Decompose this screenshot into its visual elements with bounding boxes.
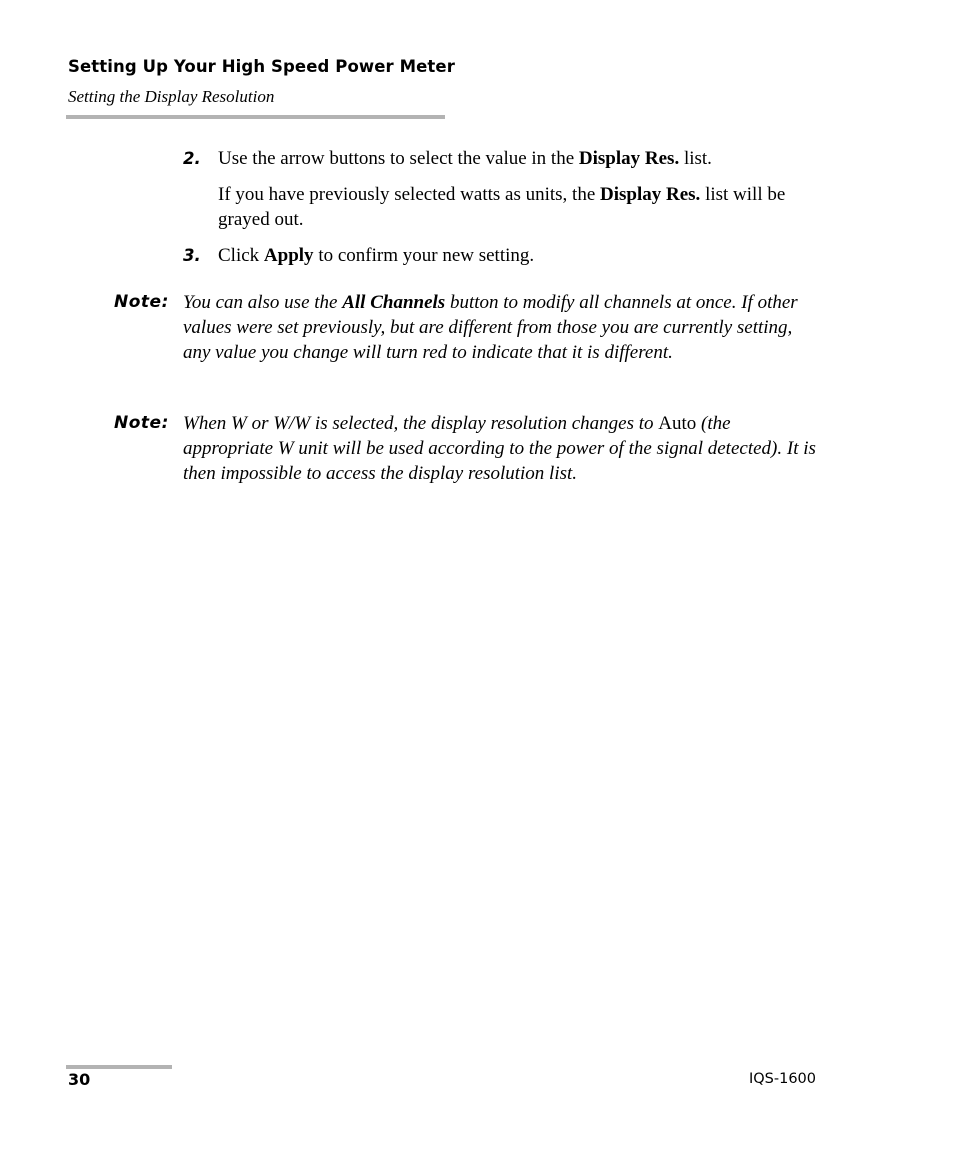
note-text	[183, 411, 823, 486]
step-2-detail-paragraph	[218, 182, 823, 232]
step-text	[218, 146, 818, 171]
para-text-part: If you have previously selected watts as units, the	[218, 184, 601, 205]
note-text	[183, 290, 823, 365]
product-name: IQS-1600	[748, 1071, 816, 1087]
page-header-subtitle: Setting the Display Resolution	[68, 87, 275, 106]
step-number: 2.	[183, 149, 201, 168]
note-text-part: When W or W/W is selected, the display resolution changes to	[183, 413, 659, 434]
step-number: 3.	[183, 246, 201, 265]
note-text-part: button to modify all channels at once. If other values were set previously, but are different from those you are currently setting, any value you change will turn red to indicate that it is different.	[183, 292, 798, 363]
step-text-part: list.	[679, 148, 712, 169]
step-text-part: to confirm your new setting.	[313, 245, 535, 266]
step-text-part: Use the arrow buttons to select the value in the	[218, 148, 579, 169]
ui-term-apply: Apply	[263, 245, 314, 266]
page-header-title: Setting Up Your High Speed Power Meter	[68, 57, 455, 76]
page-number: 30	[68, 1070, 91, 1089]
ui-term-auto: Auto	[658, 413, 697, 434]
note-label: Note:	[114, 413, 169, 433]
para-text-part: list will be grayed out.	[218, 184, 786, 230]
ui-term-all-channels: All Channels	[342, 292, 446, 313]
note-label: Note:	[114, 292, 169, 312]
step-text-part: Click	[218, 245, 264, 266]
ui-term-display-res: Display Res.	[578, 148, 680, 169]
step-text	[218, 243, 818, 268]
note-text-part: You can also use the	[183, 292, 343, 313]
header-divider	[66, 115, 445, 119]
ui-term-display-res: Display Res.	[600, 184, 701, 205]
footer-divider	[66, 1065, 172, 1069]
note-text-part: (the appropriate W unit will be used according to the power of the signal detected). It is then impossible to access the display resolution list.	[183, 413, 816, 484]
